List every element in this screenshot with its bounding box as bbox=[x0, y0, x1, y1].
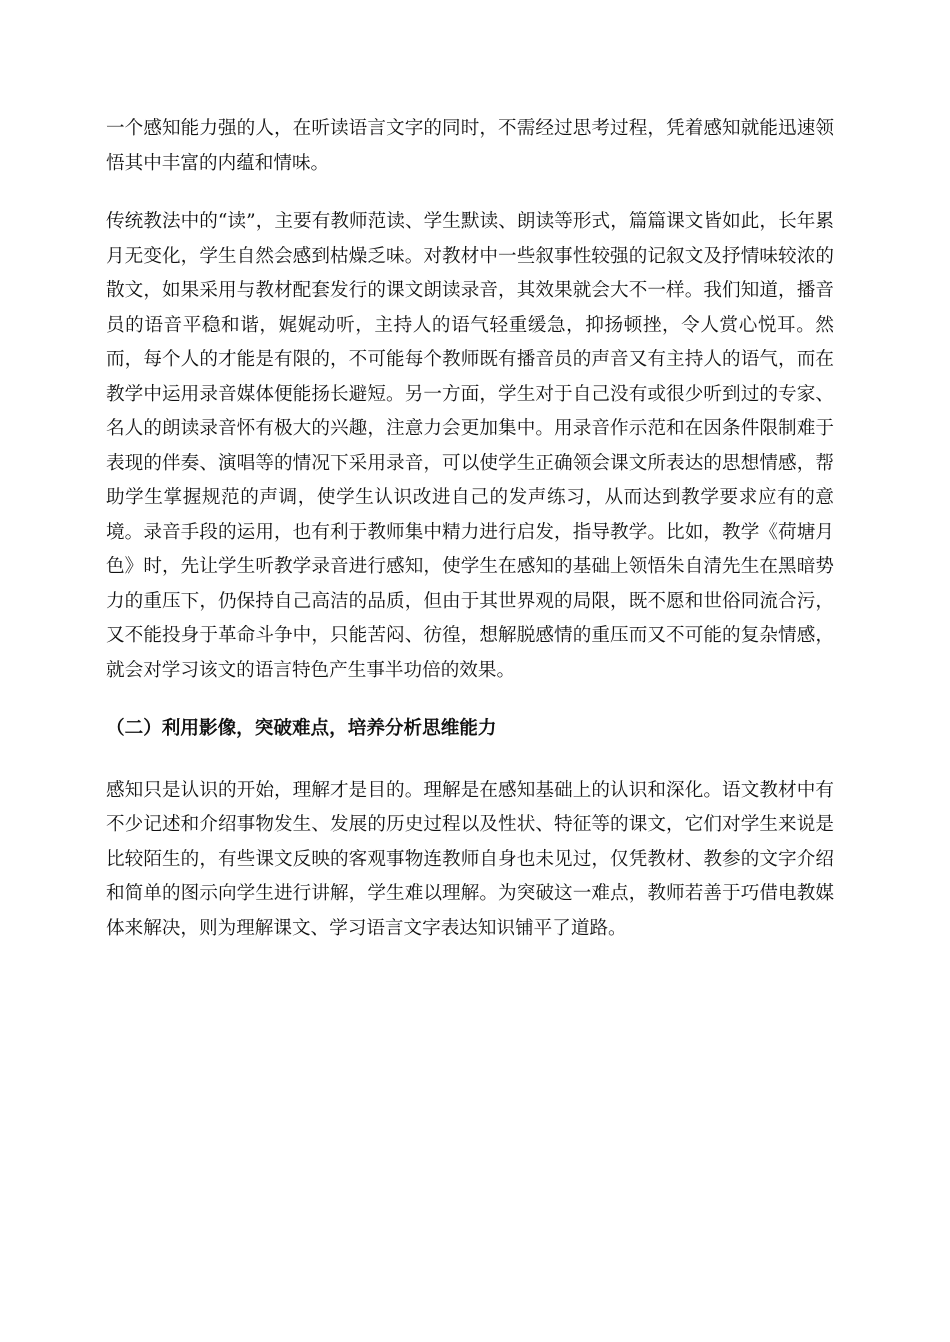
paragraph: 一个感知能力强的人，在听读语言文字的同时，不需经过思考过程，凭着感知就能迅速领悟其中丰富的内蕴和情味。 bbox=[106, 118, 834, 174]
document-body bbox=[106, 112, 834, 970]
paragraph: 感知只是认识的开始，理解才是目的。理解是在感知基础上的认识和深化。语文教材中有不少记述和介绍事物发生、发展的历史过程以及性状、特征等的课文，它们对学生来说是比较陌生的，有些课文反映的客观事物连教师自身也未见过，仅凭教材、教参的文字介绍和简单的图示向学生进行讲解，学生难以理解。为突破这一难点，教师若善于巧借电教媒体来解决，则为理解课文、学习语言文字表达知识铺平了道路。 bbox=[106, 779, 834, 939]
paragraph: 传统教法中的“读”，主要有教师范读、学生默读、朗读等形式，篇篇课文皆如此，长年累月无变化，学生自然会感到枯燥乏味。对教材中一些叙事性较强的记叙文及抒情味较浓的散文，如果采用与教材配套发行的课文朗读录音，其效果就会大不一样。我们知道，播音员的语音平稳和谐，娓娓动听，主持人的语气轻重缓急，抑扬顿挫，令人赏心悦耳。然而，每个人的才能是有限的，不可能每个教师既有播音员的声音又有主持人的语气，而在教学中运用录音媒体便能扬长避短。另一方面，学生对于自己没有或很少听到过的专家、名人的朗读录音怀有极大的兴趣，注意力会更加集中。用录音作示范和在因条件限制难于表现的伴奏、演唱等的情况下采用录音，可以使学生正确领会课文所表达的思想情感，帮助学生掌握规范的声调，使学生认识改进自己的发声练习，从而达到教学要求应有的意境。录音手段的运用，也有利于教师集中精力进行启发，指导教学。比如，教学《荷塘月色》时，先让学生听教学录音进行感知，使学生在感知的基础上领悟朱自清先生在黑暗势力的重压下，仍保持自己高洁的品质，但由于其世界观的局限，既不愿和世俗同流合污，又不能投身于革命斗争中，只能苦闷、彷徨，想解脱感情的重压而又不可能的复杂情感，就会对学习该文的语言特色产生事半功倍的效果。 bbox=[106, 211, 834, 681]
section-heading: （二）利用影像，突破难点，培养分析思维能力 bbox=[106, 718, 497, 739]
